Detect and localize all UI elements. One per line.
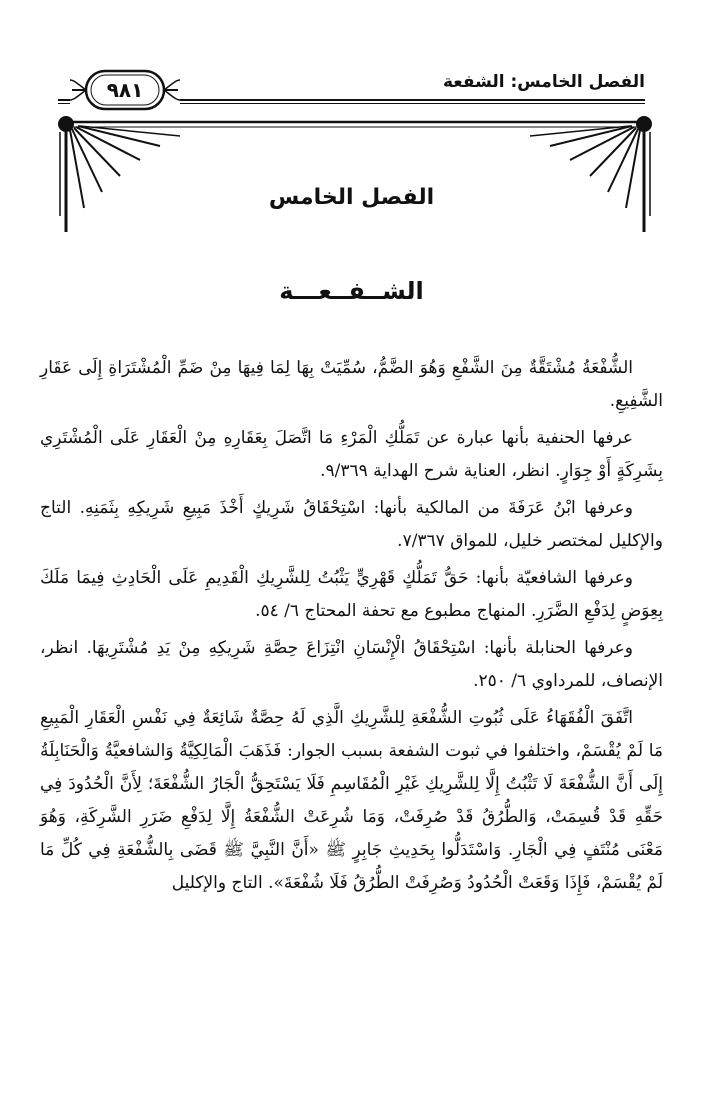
section-title: الشــفــعـــة	[279, 277, 424, 305]
paragraph-maliki: وعرفها ابْنُ عَرَفَةَ من المالكية بأنها: اسْتِحْقَاقُ شَرِيكٍ أَخْذَ مَبِيعِ شَرِيكِهِ بِثَمَنِهِ. التاج والإكليل لمختصر خليل، للمواق ٧/٣٦٧.	[40, 498, 663, 551]
paragraph-consensus: اتَّفَقَ الْفُقَهَاءُ عَلَى ثُبُوتِ الشُّفْعَةِ لِلشَّرِيكِ الَّذِي لَهُ حِصَّةٌ شَائِعَةٌ فِي نَفْسِ الْعَقَارِ الْمَبِيعِ مَا لَمْ يُقْسَمْ، واختلفوا في ثبوت الشفعة بسبب الجوار: فَذَهَبَ الْمَالِكِيَّةُ وَالشافعيَّةُ وَالْحَنَابِلَةُ إِلَى أَنَّ الشُّفْعَةَ لَا تَثْبُتُ إِلَّا لِلشَّرِيكِ غَيْرِ الْمُقَاسِمِ فَلَا يَسْتَحِقُّ الْجَارُ الشُّفْعَةَ؛ لِأَنَّ الْحُدُودَ فِي حَقِّهِ قَدْ قُسِمَتْ، وَالطُّرُقُ قَدْ صُرِفَتْ، وَمَا شُرِعَتْ الشُّفْعَةُ إِلَّا لِدَفْعِ ضَرَرِ الشَّرِكَةِ، وَهُوَ مَعْنَى مُنْتَفٍ فِي الْجَارِ. وَاسْتَدَلُّوا بِحَدِيثِ جَابِرٍ ﷺ «أَنَّ النَّبِيَّ ﷺ قَضَى بِالشُّفْعَةِ فِي كُلِّ مَا لَمْ يُقْسَمْ، فَإِذَا وَقَعَتْ الْحُدُودُ وَصُرِفَتْ الطُّرُقُ فَلَا شُفْعَةَ». التاج والإكليل	[40, 708, 663, 893]
chapter-title: الفصل الخامس	[268, 185, 435, 210]
paragraph-hanbali: وعرفها الحنابلة بأنها: اسْتِحْقَاقُ الْإِنْسَانِ انْتِزَاعَ حِصَّةِ شَرِيكِهِ مِنْ يَدِ مُشْتَرِيهَا. انظر، الإنصاف، للمرداوي ٦/ ٢٥٠.	[40, 638, 663, 691]
page-number: ٩٨١	[106, 78, 144, 102]
body-text	[40, 352, 663, 904]
page-number-badge	[70, 68, 180, 112]
running-title: الفصل الخامس: الشفعة	[442, 72, 645, 92]
paragraph-shafii: وعرفها الشافعيّة بأنها: حَقُّ تَمَلُّكٍ قَهْرِيٍّ يَثْبُتُ لِلشَّرِيكِ الْقَدِيمِ عَلَى الْحَادِثِ فِيمَا مَلَكَ بِعِوَضٍ لِدَفْعِ الضَّرَرِ. المنهاج مطبوع مع تحفة المحتاج ٦/ ٥٤.	[40, 568, 663, 621]
paragraph-definition: الشُّفْعَةُ مُشْتَقَّةٌ مِنَ الشَّفْعِ وَهُوَ الضَّمُّ، سُمِّيَتْ بِهَا لِمَا فِيهَا مِنْ ضَمِّ الْمُشْتَرَاةِ إِلَى عَقَارِ الشَّفِيعِ.	[40, 358, 663, 411]
paragraph-hanafi: عرفها الحنفية بأنها عبارة عن تَمَلُّكِ الْمَرْءِ مَا اتَّصَلَ بِعَقَارِهِ مِنْ الْعَقَارِ عَلَى الْمُشْتَرِي بِشَرِكَةٍ أَوْ جِوَارٍ. انظر، العناية شرح الهداية ٩/٣٦٩.	[40, 428, 663, 481]
